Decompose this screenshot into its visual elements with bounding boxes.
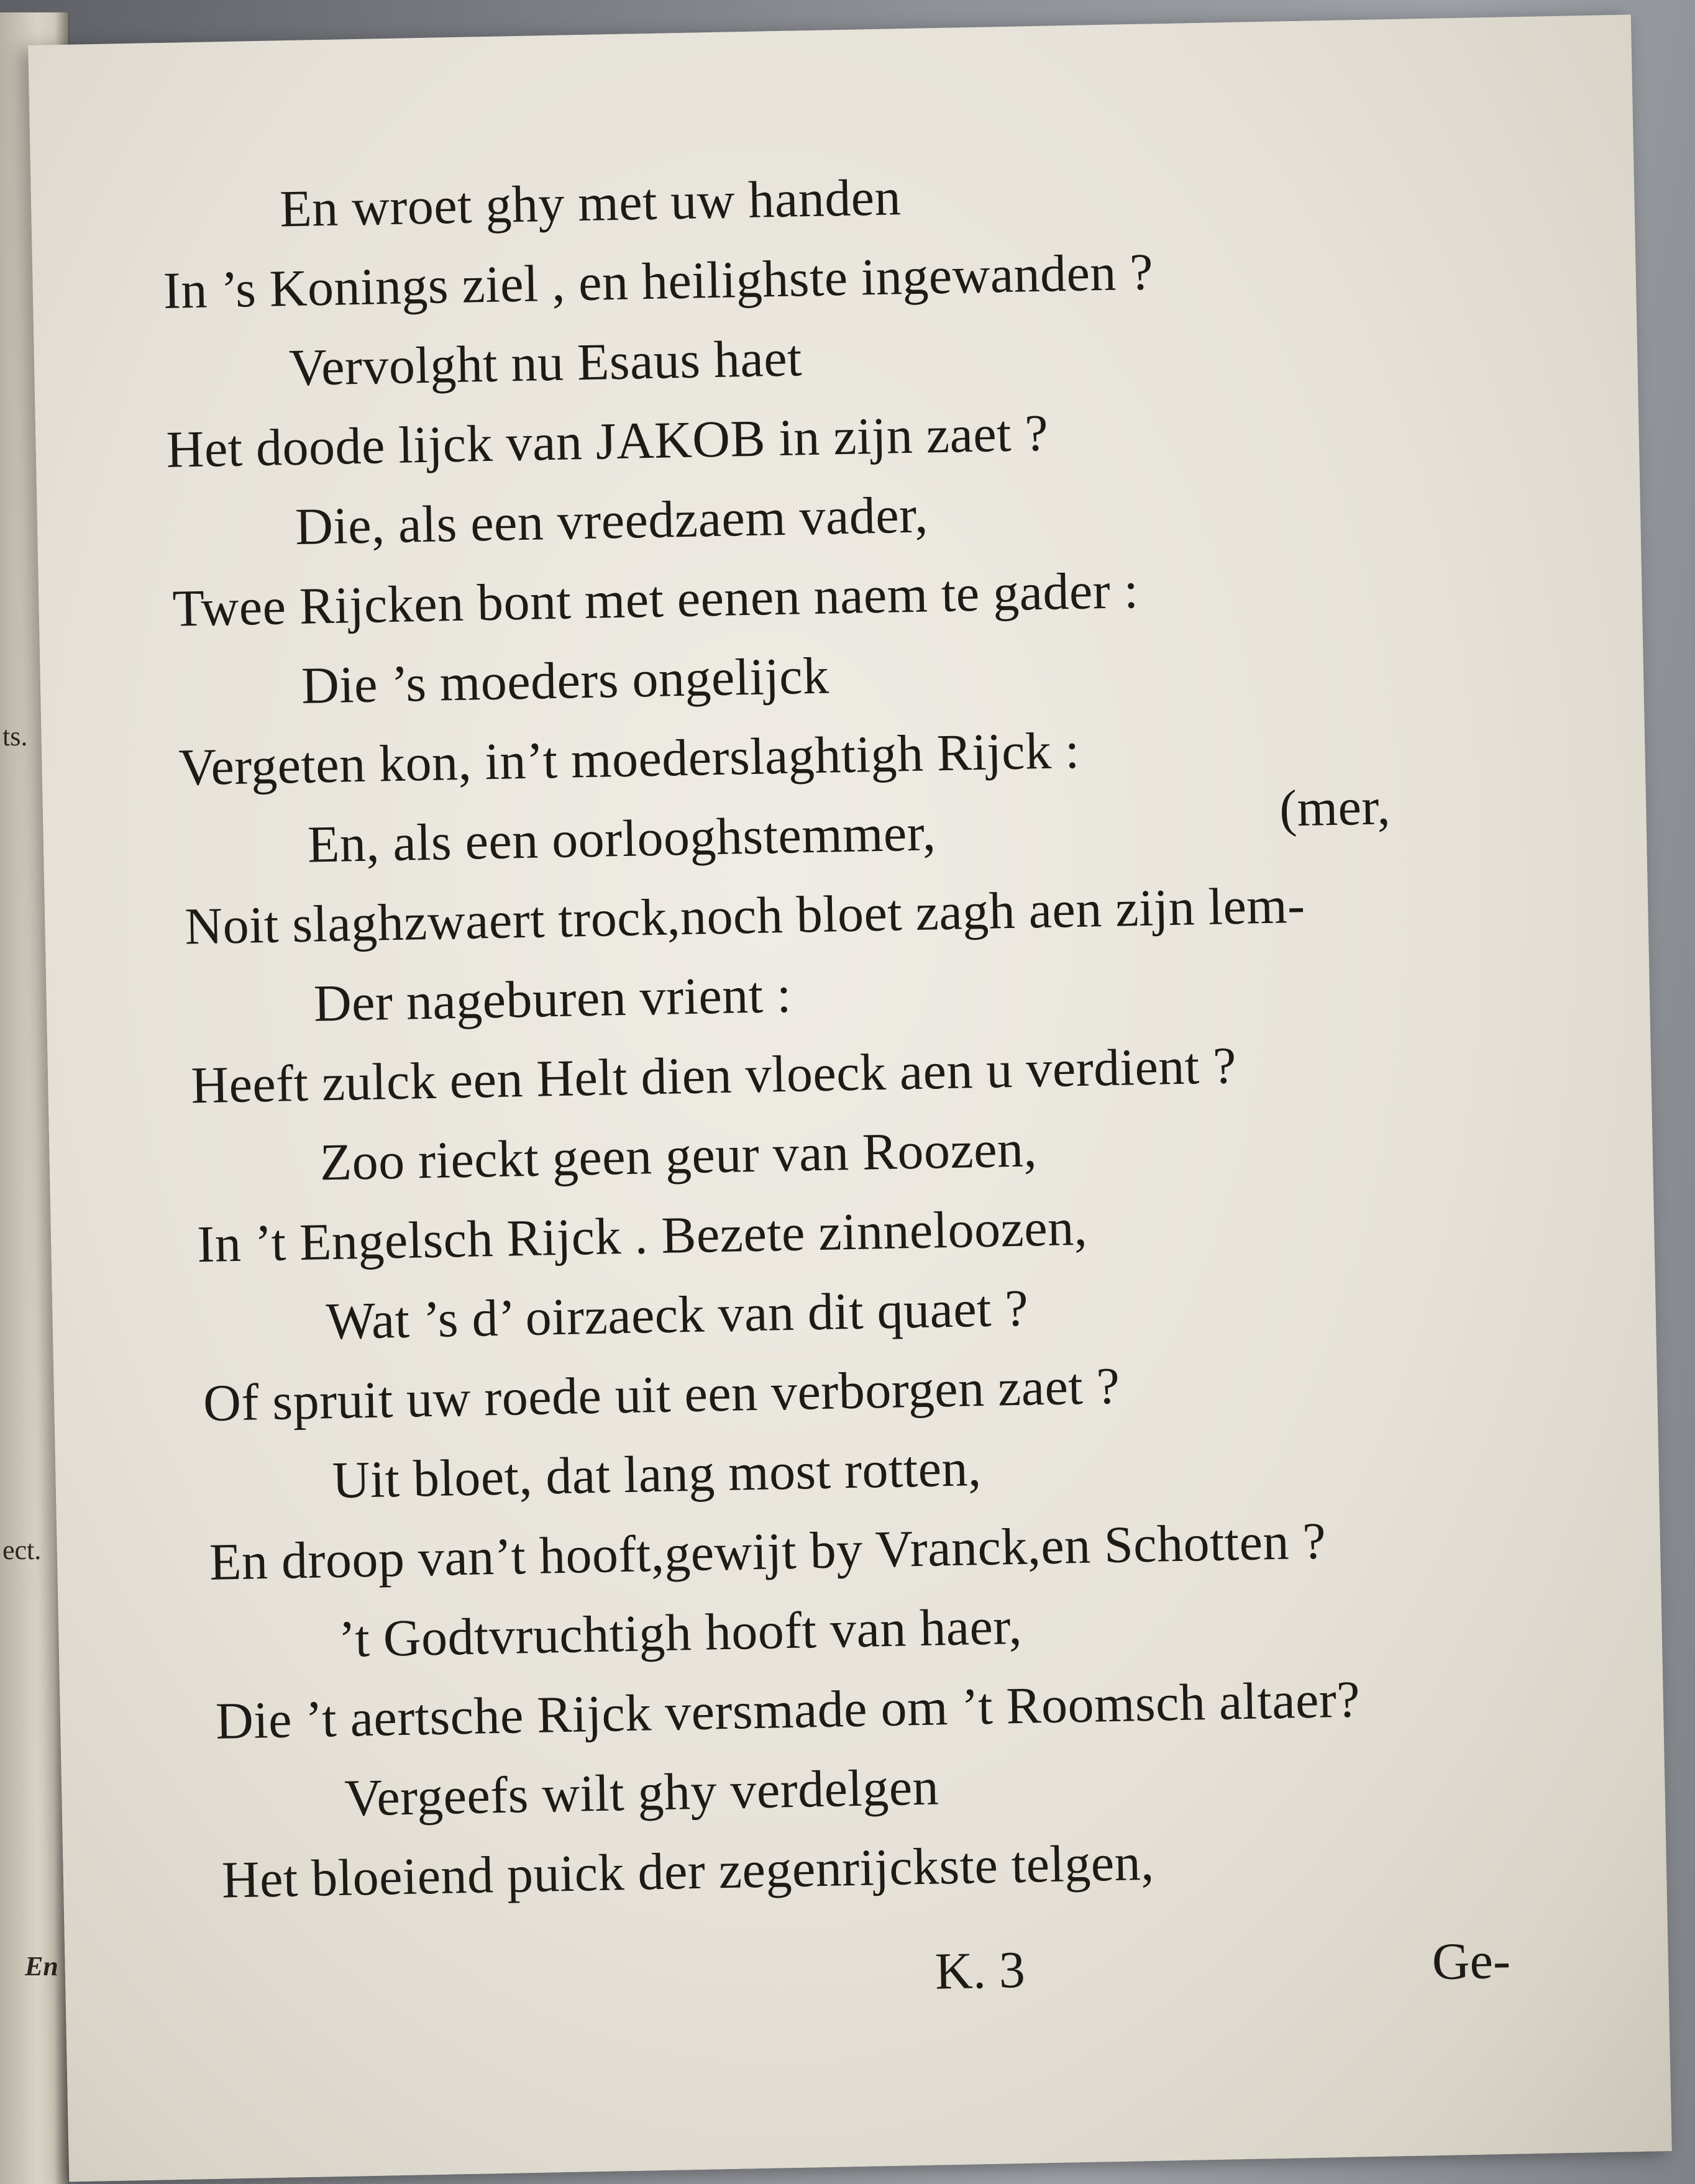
- facing-page-fragment: ts.: [2, 721, 28, 752]
- facing-page-fragment: ect.: [2, 1535, 42, 1565]
- poem-line: In ’t Engelsch Rijck . Bezete zinneloozen,: [196, 1198, 1088, 1274]
- poem-line: Het doode lijck van JAKOB in zijn zaet ?: [165, 404, 1049, 479]
- poem-line: Zoo rieckt geen geur van Roozen,: [319, 1120, 1038, 1192]
- poem-line: In ’s Konings ziel , en heilighste ingewanden ?: [162, 243, 1154, 320]
- poem-line: Vergeten kon, in’t moederslaghtigh Rijck :: [178, 721, 1081, 797]
- poem-line: Of spruit uw roede uit een verborgen zaet ?: [203, 1357, 1121, 1433]
- poem-line: Twee Rijcken bont met eenen naem te gader :: [171, 561, 1140, 638]
- poem-line: Der nageburen vrient :: [313, 965, 792, 1033]
- poem-line: Die, als een vreedzaem vader,: [295, 486, 929, 556]
- poem-line: Noit slaghzwaert trock,noch bloet zagh aen zijn lem-: [184, 876, 1306, 956]
- poem-turnover: (mer,: [1279, 778, 1391, 838]
- poem-line: En, als een oorlooghstemmer,: [307, 804, 937, 874]
- poem-line: En droop van’t hooft,gewijt by Vranck,en Schotten ?: [209, 1512, 1327, 1591]
- poem-line: Vervolght nu Esaus haet: [288, 329, 803, 398]
- poem-text: [28, 15, 1672, 2182]
- poem-line: ’t Godtvruchtigh hooft van haer,: [337, 1597, 1023, 1668]
- poem-line: Vergeefs wilt ghy verdelgen: [344, 1758, 939, 1827]
- poem-line: Heeft zulck een Helt dien vloeck aen u verdient ?: [190, 1037, 1237, 1115]
- poem-line: Die ’t aertsche Rijck versmade om ’t Roomsch altaer?: [215, 1670, 1361, 1750]
- poem-line: Die ’s moeders ongelijck: [301, 647, 830, 715]
- book-page: [28, 15, 1672, 2182]
- facing-page-catchword: En: [25, 1951, 58, 1982]
- poem-line: Wat ’s d’ oirzaeck van dit quaet ?: [325, 1279, 1029, 1351]
- poem-line: Uit bloet, dat lang most rotten,: [331, 1439, 982, 1510]
- poem-line: Het bloeiend puick der zegenrijckste telgen,: [221, 1833, 1155, 1909]
- page-signature: K. 3: [934, 1941, 1026, 2001]
- poem-line: En wroet ghy met uw handen: [279, 168, 902, 239]
- catchword: Ge-: [1431, 1931, 1511, 1991]
